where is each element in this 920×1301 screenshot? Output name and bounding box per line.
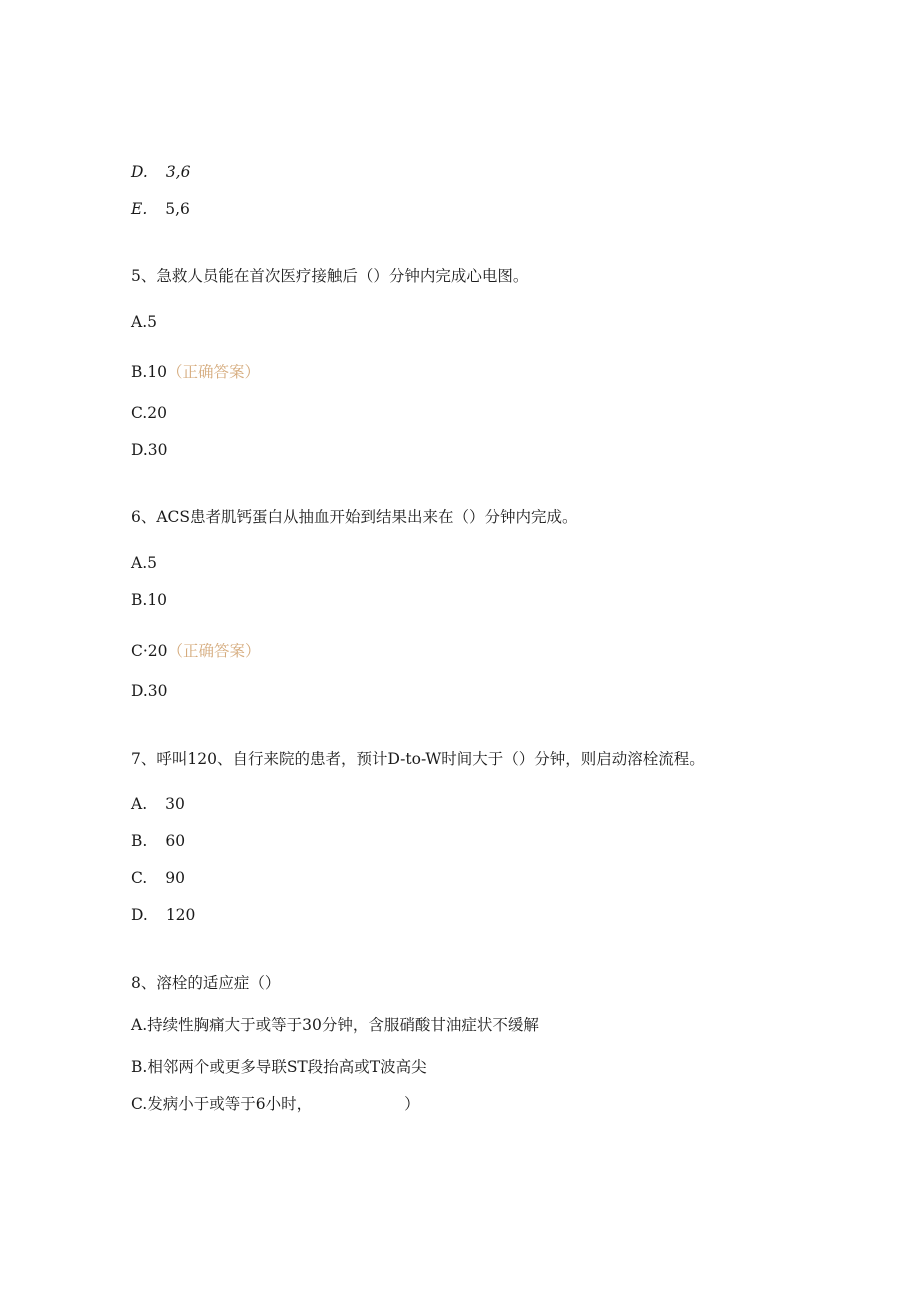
- option-label: A.: [131, 795, 148, 813]
- q7-option-a: [131, 794, 185, 814]
- q5-stem: 5、急救人员能在首次医疗接触后（）分钟内完成心电图。: [131, 267, 529, 285]
- q8-option-b: B.相邻两个或更多导联ST段抬高或T波高尖: [131, 1058, 427, 1076]
- option-text: C·20: [131, 642, 168, 660]
- option-label: B.: [131, 832, 148, 850]
- trailing-paren: ）: [404, 1095, 420, 1113]
- q6-option-d: D.30: [131, 682, 168, 700]
- q7-option-c: [131, 868, 185, 888]
- q8-stem: 8、溶栓的适应症（）: [131, 974, 281, 992]
- option-label: D.: [131, 906, 148, 924]
- option-text: C.发病小于或等于6小时，: [131, 1095, 313, 1113]
- q5-option-d: D.30: [131, 441, 168, 459]
- option-text: 30: [165, 795, 185, 813]
- q6-stem: 6、ACS患者肌钙蛋白从抽血开始到结果出来在（）分钟内完成。: [131, 508, 578, 526]
- q8-option-c: [131, 1094, 420, 1114]
- option-label: E.: [131, 200, 148, 218]
- q7-option-b: [131, 831, 185, 851]
- correct-answer-marker: （正确答案）: [167, 363, 261, 381]
- option-label: C.: [131, 869, 148, 887]
- q6-option-c: [131, 641, 261, 661]
- option-label: D.: [131, 163, 148, 181]
- option-text: 60: [165, 832, 186, 850]
- prev-option-d: [131, 162, 190, 182]
- option-text: 5,6: [165, 200, 190, 218]
- q6-option-a: A.5: [131, 554, 157, 572]
- q8-option-a: A.持续性胸痛大于或等于30分钟，含服硝酸甘油症状不缓解: [131, 1016, 539, 1034]
- q7-option-d: [131, 905, 195, 925]
- q5-option-c: C.20: [131, 404, 167, 422]
- q7-stem: 7、呼叫120、自行来院的患者，预计D-to-W时间大于（）分钟，则启动溶栓流程。: [131, 750, 705, 768]
- q5-option-a: A.5: [131, 313, 157, 331]
- correct-answer-marker: （正确答案）: [167, 642, 261, 660]
- q5-option-b: [131, 362, 260, 382]
- option-text: B.10: [131, 363, 168, 381]
- q6-option-b: B.10: [131, 591, 168, 609]
- option-text: 120: [165, 906, 196, 924]
- option-text: 90: [165, 869, 185, 887]
- prev-option-e: [131, 199, 190, 219]
- option-text: 3,6: [165, 163, 191, 181]
